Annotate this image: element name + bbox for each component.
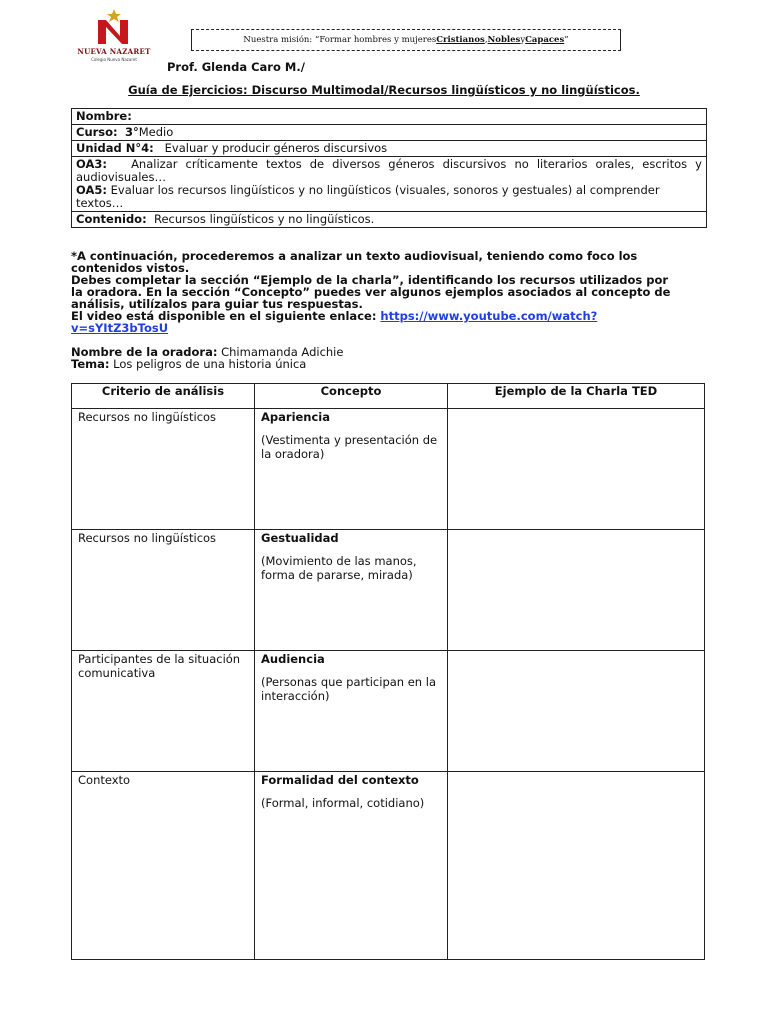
nazaret-crest-icon — [92, 8, 136, 46]
oa5-value: Evaluar los recursos lingüísticos y no lingüísticos (visuales, sonoros y gestuales) al comprender — [110, 183, 660, 197]
contenido-row — [72, 212, 707, 228]
speaker-name: Chimamanda Adichie — [221, 345, 344, 359]
mission-word-nobles: Nobles — [487, 35, 521, 45]
concepto-cell — [255, 530, 448, 651]
mission-word-capaces: Capaces — [525, 35, 565, 45]
contenido-value: Recursos lingüísticos y no lingüísticos. — [154, 212, 375, 226]
concepto-cell — [255, 409, 448, 530]
video-link[interactable]: https://www.youtube.com/watch?v=sYItZ3bTosU — [71, 309, 598, 335]
oa5-continuation: textos… — [76, 196, 124, 210]
oa5-label: OA5: — [76, 183, 107, 197]
column-header: Concepto — [255, 384, 448, 409]
oa3-value: Analizar críticamente textos de diversos géneros discursivos no literarios orales, escritos y audiovisuales… — [76, 157, 702, 184]
table-row — [72, 772, 705, 960]
oa3-label: OA3: — [76, 157, 107, 171]
speaker-info — [71, 346, 343, 370]
concepto-description: (Movimiento de las manos, forma de pararse, mirada) — [261, 554, 417, 582]
curso-value: Medio — [138, 125, 174, 139]
criterio-cell: Recursos no lingüísticos — [72, 530, 255, 651]
mission-word-cristianos: Cristianos — [436, 35, 485, 45]
school-name: NUEVA NAZARET — [77, 47, 151, 56]
speaker-name-label: Nombre de la oradora: — [71, 345, 218, 359]
curso-row — [72, 125, 707, 141]
mission-prefix: Nuestra misión: “Formar hombres y mujeres — [243, 35, 437, 45]
table-row — [72, 409, 705, 530]
school-tagline: Colegio Nueva Nazaret — [91, 57, 137, 62]
ejemplo-answer-cell[interactable] — [448, 772, 705, 960]
speaker-topic-line — [71, 358, 343, 370]
speaker-topic-label: Tema: — [71, 357, 110, 371]
unidad-row — [72, 141, 707, 157]
table-row — [72, 530, 705, 651]
oa5 — [76, 184, 702, 197]
concepto-cell — [255, 651, 448, 772]
speaker-topic: Los peligros de una historia única — [113, 357, 307, 371]
mission-suffix: ” — [564, 35, 569, 45]
curso-label: Curso: — [76, 125, 118, 139]
instructions — [71, 250, 671, 334]
contenido-label: Contenido: — [76, 212, 147, 226]
oa3 — [76, 158, 702, 184]
guide-title-text: Guía de Ejercicios: Discurso Multimodal/Recursos lingüísticos y no lingüísticos. — [128, 83, 640, 97]
table-row — [72, 651, 705, 772]
ejemplo-answer-cell[interactable] — [448, 651, 705, 772]
concepto-description: (Formal, informal, cotidiano) — [261, 796, 425, 810]
mission-sep: , — [484, 35, 488, 45]
table-header-row — [72, 384, 705, 409]
concepto-name: Formalidad del contexto — [261, 773, 419, 787]
column-header: Criterio de análisis — [72, 384, 255, 409]
criterio-cell: Recursos no lingüísticos — [72, 409, 255, 530]
nombre-label: Nombre: — [76, 109, 132, 123]
concepto-description: (Vestimenta y presentación de la oradora) — [261, 433, 438, 461]
concepto-cell — [255, 772, 448, 960]
analysis-table — [71, 383, 705, 960]
concepto-name: Gestualidad — [261, 531, 339, 545]
unidad-label: Unidad N°4: — [76, 141, 154, 155]
guide-title — [0, 83, 768, 97]
concepto-name: Audiencia — [261, 652, 325, 666]
instruction-paragraph: *A continuación, procederemos a analizar un texto audiovisual, teniendo como foco los contenidos vistos. — [71, 249, 638, 275]
nombre-row[interactable] — [72, 109, 707, 125]
criterio-cell: Contexto — [72, 772, 255, 960]
column-header: Ejemplo de la Charla TED — [448, 384, 705, 409]
student-info-table — [71, 108, 707, 228]
concepto-description: (Personas que participan en la interacción) — [261, 675, 436, 703]
video-link-intro: El video está disponible en el siguiente enlace: — [71, 309, 381, 323]
concepto-name: Apariencia — [261, 410, 331, 424]
mission-banner — [191, 29, 621, 51]
unidad-value: Evaluar y producir géneros discursivos — [164, 141, 388, 155]
objectives-row — [72, 157, 707, 212]
ejemplo-answer-cell[interactable] — [448, 530, 705, 651]
curso-num: 3° — [124, 125, 139, 139]
ejemplo-answer-cell[interactable] — [448, 409, 705, 530]
instruction-paragraph: Debes completar la sección “Ejemplo de la charla”, identificando los recursos utilizados por la oradora. En la sección “Concepto” puedes ver algunos ejemplos asociados al concepto de análisis, utilízalos para guiar tus respuestas. — [71, 273, 671, 311]
video-link-paragraph — [71, 310, 671, 334]
mission-sep: y — [520, 35, 526, 45]
teacher-name: Prof. Glenda Caro M./ — [167, 60, 305, 74]
school-logo — [74, 8, 154, 70]
criterio-cell: Participantes de la situación comunicativa — [72, 651, 255, 772]
